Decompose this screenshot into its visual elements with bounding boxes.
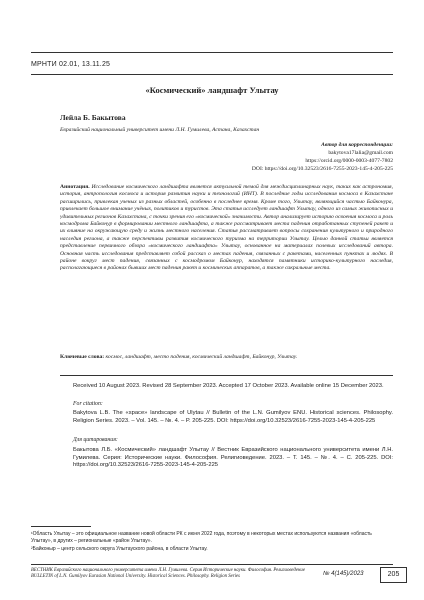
citation-en: Bakytova L.B. The «space» landscape of Ulytau // Bulletin of the L.N. Gumilyov ENU. Historical sciences. Philosophy. Religion Series. 2023. – Vol. 145. – №. 4. – P. 205-225. DOI: https://doi.org/10.32523/2616-7255-2023-145-4-205-225 xyxy=(73,410,393,424)
article-doi[interactable]: DOI: https://doi.org/10.32523/2616-7255-2023-145-4-205-225 xyxy=(251,166,393,172)
author-orcid[interactable]: https://orcid.org/0000-0003-4077-7802 xyxy=(305,158,393,164)
abstract xyxy=(60,184,393,350)
keywords xyxy=(60,354,393,361)
header-rule xyxy=(31,52,393,53)
citation-ru-label: Для цитирования: xyxy=(73,437,118,443)
author-email[interactable]: bakytova17lalia@gmail.com xyxy=(328,150,393,156)
article-title: «Космический» ландшафт Улытау xyxy=(145,85,279,95)
page-number: 205 xyxy=(380,567,407,583)
header-rule-bottom xyxy=(31,74,393,75)
footnote-1: ¹Область Улытау – это официальное название новой области РК с июня 2022 года, поэтому в некоторых местах используются названия «область Улытау», в других – региональные «район Улытау». xyxy=(31,531,372,544)
abstract-text: Исследование космического ландшафта является актуальной темой для междисциплинарных наук, таких как астрономия, история, антропология космоса и история развития науки и технологий (ИНТ). В последние годы исследования космоса в Казахстане расширились, привлекая ученых из разных областей, особенно в последнее время. Кроме того, Улытау, являющийся частью Байконура, привлекает большое внимание учёных, политиков и туристов. Эта статья исследует ландшафт Улытау, одного из самых живописных и удивительных регионов Казахстана, с точки зрения его «космической» значимости. Автор анализирует историю освоения космоса и роль космодрома Байконур в формировании местного ландшафта, а также рассматривает места падения отработанных ступеней ракет и их влияние на окружающую среду и жизнь местного населения. Статья рассматривает вопросы сохранения культурного и природного наследия региона, а также перспективы развития космического туризма на территории Улытау. Целью данной статьи является представление первичного обзора «космического ландшафта» Улытау, основанное на материалах полевых исследований автора. Основная часть исследования представляет собой рассказ о местах падения, связанных с ракетами, населенных пунктах и людях. В районе вокруг мест падения, связанных с космодромом Байконур, находятся памятники историко-культурного наследия, располагающиеся в районах бывших мест падения ракет и космических аппаратов, а также сакральные места. xyxy=(60,184,393,272)
abstract-label: Аннотация. xyxy=(60,184,90,190)
citation-en-label: For citation: xyxy=(73,401,103,407)
footnote-rule xyxy=(31,526,91,527)
citation-ru: Бакытова Л.Б. «Космический» ландшафт Улытау // Вестник Евразийского национального университета имени Л.Н. Гумилева. Серия: Исторические науки. Философия. Религиоведение. 2023. – Т. 145. – №. 4. – С. 205-225. DOI: https://doi.org/10.32523/2616-7255-2023-145-4-205-225 xyxy=(73,447,393,469)
issue-number: № 4(145)/2023 xyxy=(323,571,364,577)
publication-dates: Received 10 August 2023. Revised 28 September 2023. Accepted 17 October 2023. Available online 15 December 2023. xyxy=(73,383,384,389)
author-affiliation: Евразийский национальный университет имени Л.Н. Гумилева, Астана, Казахстан xyxy=(60,127,260,133)
footnote-2: ²Байконыр – центр сельского округа Улытауского района, в области Улытау. xyxy=(31,546,208,552)
abstract-rule xyxy=(60,375,393,376)
keywords-text: космос, ландшафт, место падения, космический ландшафт, Байконур, Улытау. xyxy=(105,354,298,360)
contact-label: Автор для корреспонденции: xyxy=(321,142,393,148)
author-name: Лейла Б. Бакытова xyxy=(60,113,126,122)
footer-rule xyxy=(31,564,393,565)
keywords-label: Ключевые слова: xyxy=(60,354,105,360)
mrnti-code: МРНТИ 02.01, 13.11.25 xyxy=(31,61,111,68)
journal-name: ВЕСТНИК Евразийского национального университета имени Л.Н. Гумилева. Серия Исторические науки. Философия. Религиоведение BULLETIN of L.N. Gumilyov Eurasian National University. Historical Sciences. Philosophy. Religion Series xyxy=(31,568,305,579)
